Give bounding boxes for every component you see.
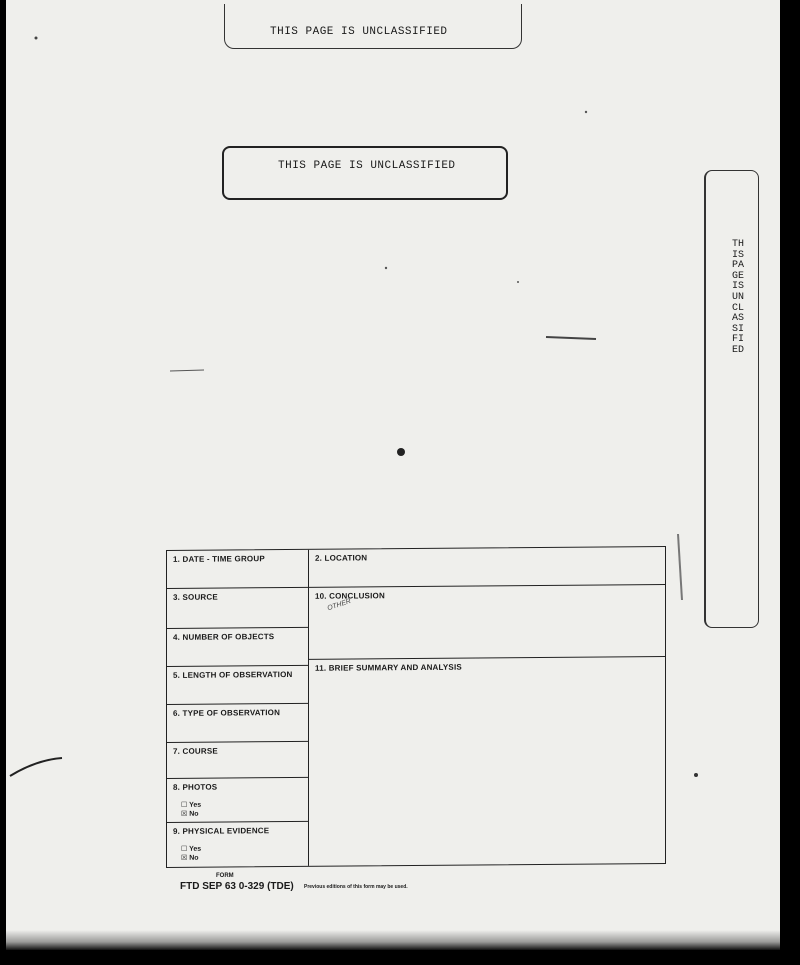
brief-summary-label: 11. BRIEF SUMMARY AND ANALYSIS xyxy=(315,662,462,673)
physical-evidence-no-checkbox: ☒ No xyxy=(181,854,199,862)
middle-unclassified-stamp: THIS PAGE IS UNCLASSIFIED xyxy=(278,160,456,172)
type-of-observation-label: 6. TYPE OF OBSERVATION xyxy=(173,708,281,718)
location-label: 2. LOCATION xyxy=(315,553,368,563)
conclusion-label: 10. CONCLUSION xyxy=(315,591,385,601)
vertical-unclassified-stamp: THIS PAGE IS UNCLASSIFIED xyxy=(732,239,745,356)
number-of-objects-label: 4. NUMBER OF OBJECTS xyxy=(173,632,275,642)
top-unclassified-stamp: THIS PAGE IS UNCLASSIFIED xyxy=(270,26,448,38)
scan-specks xyxy=(6,0,780,950)
scan-edge xyxy=(6,930,780,950)
scanned-page xyxy=(6,0,780,950)
photos-yes-checkbox: ☐ Yes xyxy=(181,801,202,809)
photos-label: 8. PHOTOS xyxy=(173,782,218,792)
form-tag: FORM xyxy=(216,873,234,879)
source-label: 3. SOURCE xyxy=(173,592,218,602)
form-id: FTD SEP 63 0-329 (TDE) xyxy=(180,881,294,892)
date-time-group-label: 1. DATE - TIME GROUP xyxy=(173,554,265,564)
previous-editions-note: Previous editions of this form may be used. xyxy=(304,884,408,890)
length-of-observation-label: 5. LENGTH OF OBSERVATION xyxy=(173,669,293,680)
course-label: 7. COURSE xyxy=(173,746,218,756)
conclusion-value: OTHER xyxy=(326,597,352,613)
photos-no-checkbox: ☒ No xyxy=(181,810,199,818)
physical-evidence-yes-checkbox: ☐ Yes xyxy=(181,845,202,853)
physical-evidence-label: 9. PHYSICAL EVIDENCE xyxy=(173,826,270,836)
